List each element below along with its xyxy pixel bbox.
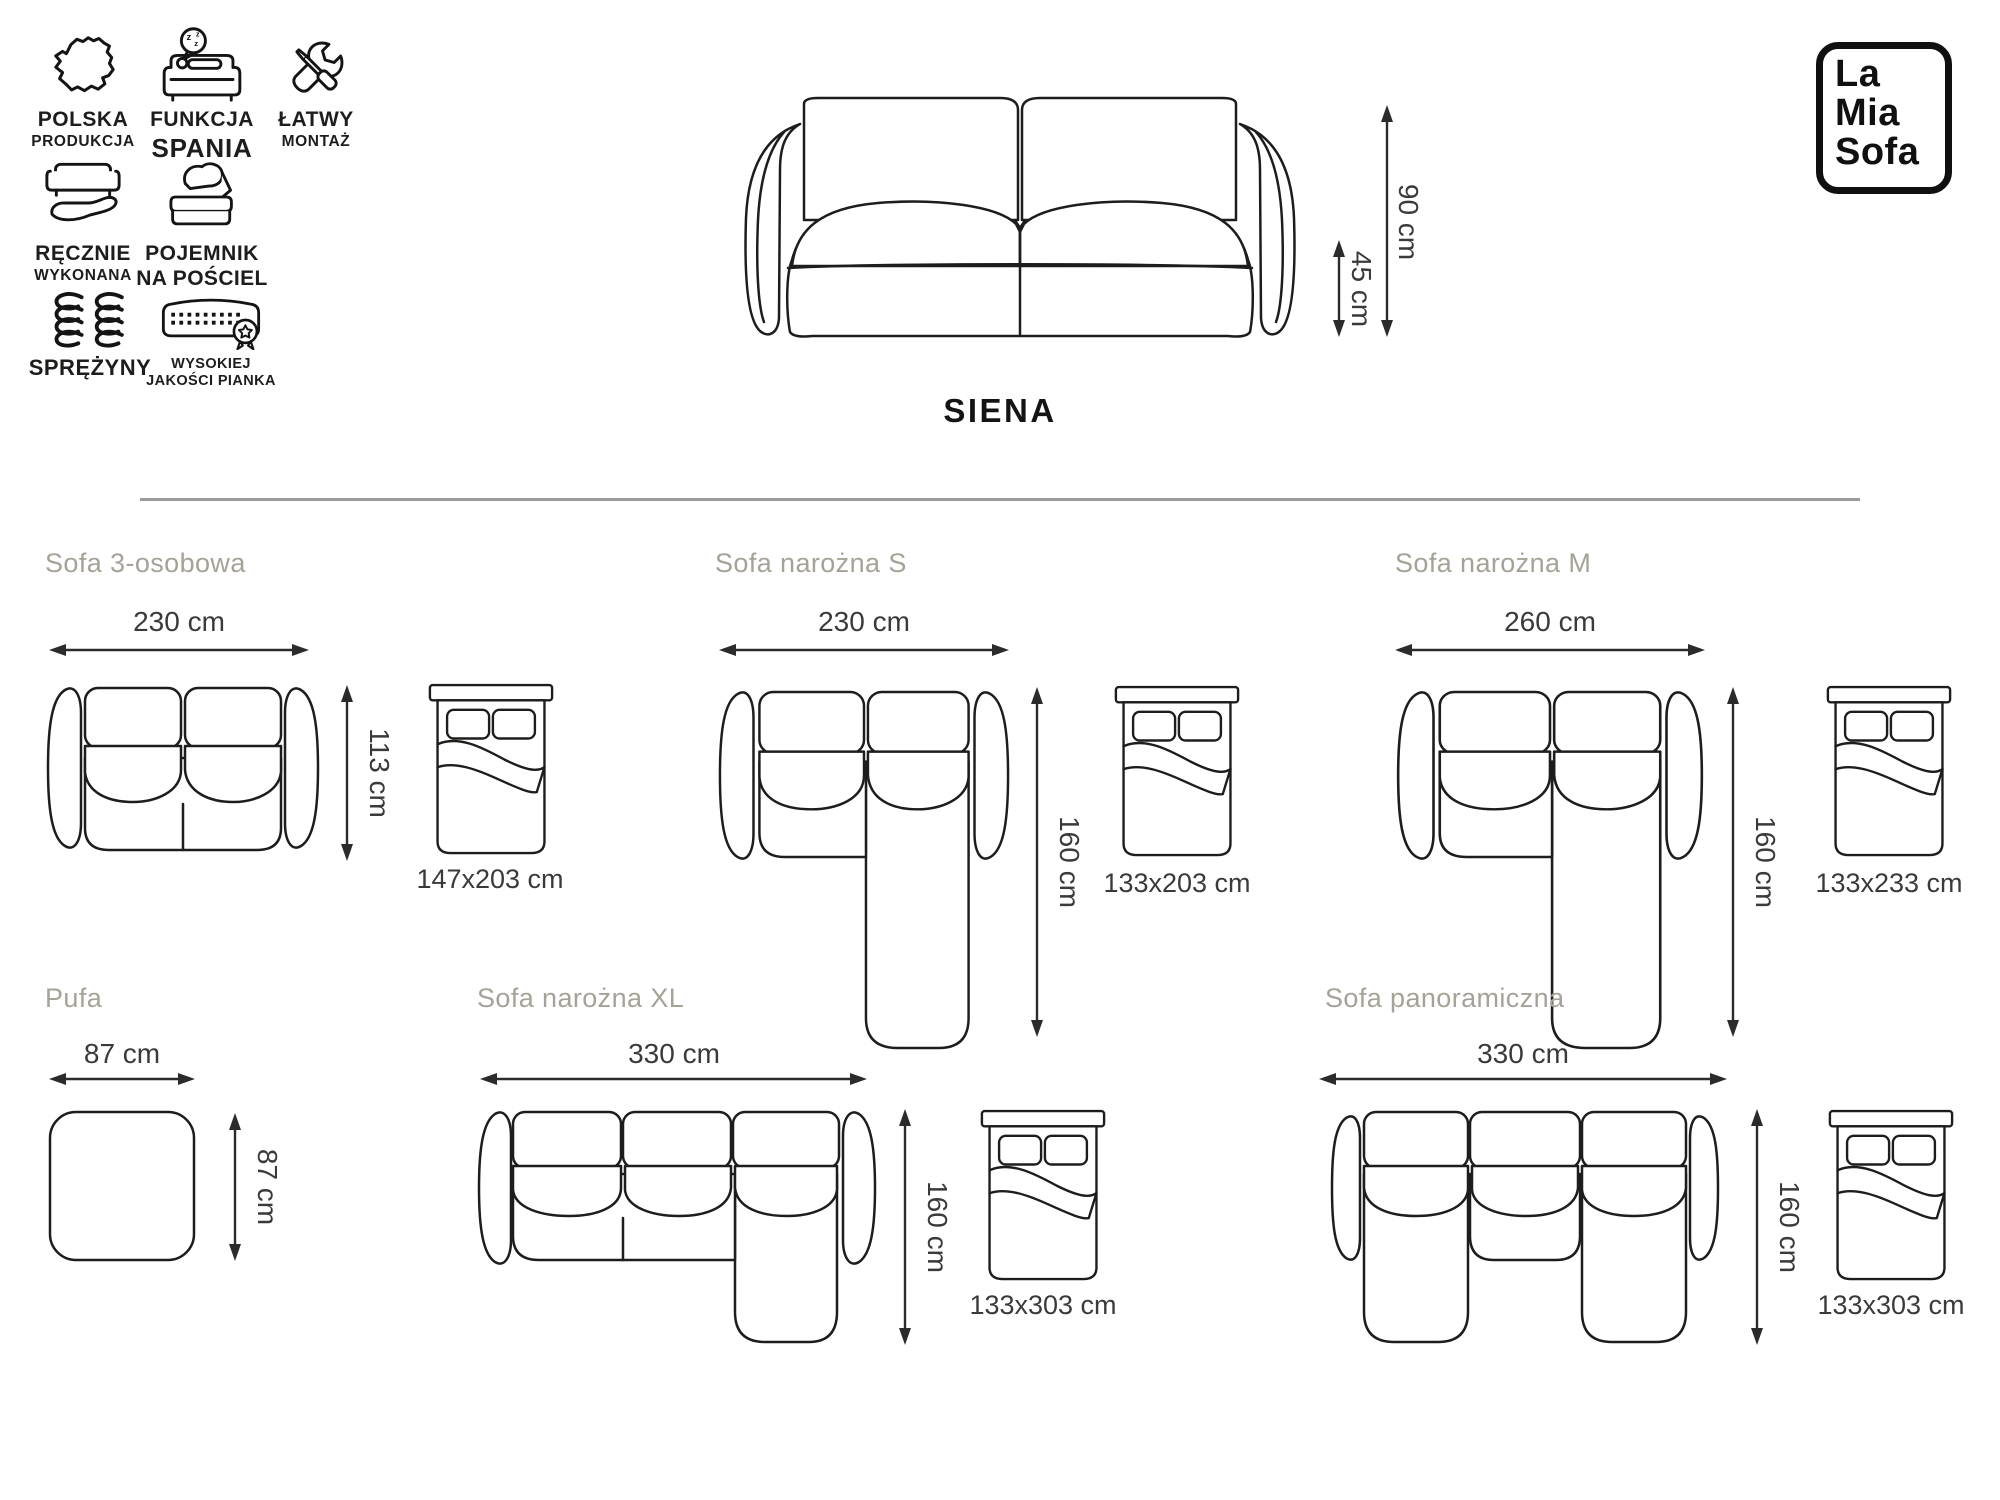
badge-sublabel: PRODUKCJA xyxy=(31,132,135,150)
badge-label: RĘCZNIE xyxy=(35,242,131,265)
depth-arrow xyxy=(226,1112,244,1262)
depth-arrow xyxy=(1028,686,1046,1038)
badge-label: POJEMNIK xyxy=(145,242,259,265)
variant-width-label: 330 cm xyxy=(1477,1038,1569,1069)
back-height-label: 90 cm xyxy=(1393,183,1424,261)
svg-text:z: z xyxy=(195,31,200,39)
bed-size-icon xyxy=(1114,684,1240,860)
variant-name: Sofa narożna M xyxy=(1395,548,1592,578)
badge-sublabel: WYKONANA xyxy=(34,266,132,284)
bed-size-label: 133x203 cm xyxy=(1103,868,1251,898)
width-arrow xyxy=(479,1070,868,1088)
bed-size-icon xyxy=(980,1108,1106,1284)
variant-depth-label: 160 cm xyxy=(1774,1181,1805,1273)
svg-text:z: z xyxy=(194,38,199,48)
badge-label: FUNKCJA xyxy=(150,108,254,131)
bed-size-label: 133x233 cm xyxy=(1815,868,1963,898)
bedding-container-icon xyxy=(126,156,278,236)
badge-label: WYSOKIEJ xyxy=(171,356,251,372)
seat-height-label: 45 cm xyxy=(1346,250,1377,328)
logo-line-1: La xyxy=(1835,53,1881,95)
bed-size-label: 133x303 cm xyxy=(1817,1290,1965,1320)
variant-width-label: 87 cm xyxy=(83,1038,161,1069)
bed-size-icon xyxy=(1828,1108,1954,1284)
sofa-top-view-straight xyxy=(45,678,321,862)
bed-size-icon xyxy=(1826,684,1952,860)
bed-size-label: 147x203 cm xyxy=(416,864,564,894)
sofa-top-view-corner xyxy=(716,682,1012,1052)
variant-name: Sofa 3-osobowa xyxy=(45,548,246,578)
variant-depth-label: 160 cm xyxy=(1750,816,1781,908)
variant-width-label: 230 cm xyxy=(133,606,225,637)
badge-pojemnik-na-posciel xyxy=(126,156,278,292)
product-title: SIENA xyxy=(943,392,1057,429)
bed-size-icon xyxy=(428,682,554,858)
sofa-front-view-drawing xyxy=(700,70,1340,345)
logo-line-3: Sofa xyxy=(1835,130,1920,173)
badge-wysokiej-jakosci-pianka xyxy=(128,290,294,390)
section-divider xyxy=(140,498,1860,501)
variant-name: Sofa narożna XL xyxy=(477,983,685,1013)
bed-size-label: 133x303 cm xyxy=(969,1290,1117,1320)
sofa-top-view-panoramic xyxy=(1330,1104,1720,1346)
variant-name: Sofa narożna S xyxy=(715,548,907,578)
variant-width-label: 260 cm xyxy=(1504,606,1596,637)
badge-sublabel: JAKOŚCI PIANKA xyxy=(146,373,276,390)
width-arrow xyxy=(1394,641,1706,659)
variant-name: Sofa panoramiczna xyxy=(1325,983,1565,1013)
brand-logo xyxy=(1816,42,1952,194)
depth-arrow xyxy=(1748,1108,1766,1346)
logo-line-2: Mia xyxy=(1835,91,1900,134)
badge-sublabel: NA POŚCIEL xyxy=(136,266,268,290)
width-arrow xyxy=(48,641,310,659)
variant-width-label: 330 cm xyxy=(628,1038,720,1069)
width-arrow xyxy=(1318,1070,1728,1088)
badge-latwy-montaz xyxy=(246,34,386,151)
foam-quality-icon xyxy=(128,290,294,350)
variant-depth-label: 160 cm xyxy=(922,1181,953,1273)
width-arrow xyxy=(718,641,1010,659)
svg-text:z: z xyxy=(186,31,192,43)
badge-label: SPRĘŻYNY xyxy=(28,355,152,380)
variant-depth-label: 87 cm xyxy=(252,1148,283,1226)
pouf-top-view xyxy=(46,1108,198,1264)
badge-sublabel: SPANIA xyxy=(151,132,253,163)
depth-arrow xyxy=(1724,686,1742,1038)
badge-label: ŁATWY xyxy=(278,108,354,131)
sofa-top-view-corner-xl xyxy=(477,1104,877,1346)
depth-arrow xyxy=(338,684,356,862)
variant-depth-label: 113 cm xyxy=(364,728,395,818)
variant-depth-label: 160 cm xyxy=(1054,816,1085,908)
variant-name: Pufa xyxy=(45,983,103,1013)
badge-sublabel: MONTAŻ xyxy=(281,132,351,150)
width-arrow xyxy=(48,1070,196,1088)
tools-icon xyxy=(246,34,386,102)
depth-arrow xyxy=(896,1108,914,1346)
badge-label: POLSKA xyxy=(37,108,129,131)
variant-width-label: 230 cm xyxy=(818,606,910,637)
